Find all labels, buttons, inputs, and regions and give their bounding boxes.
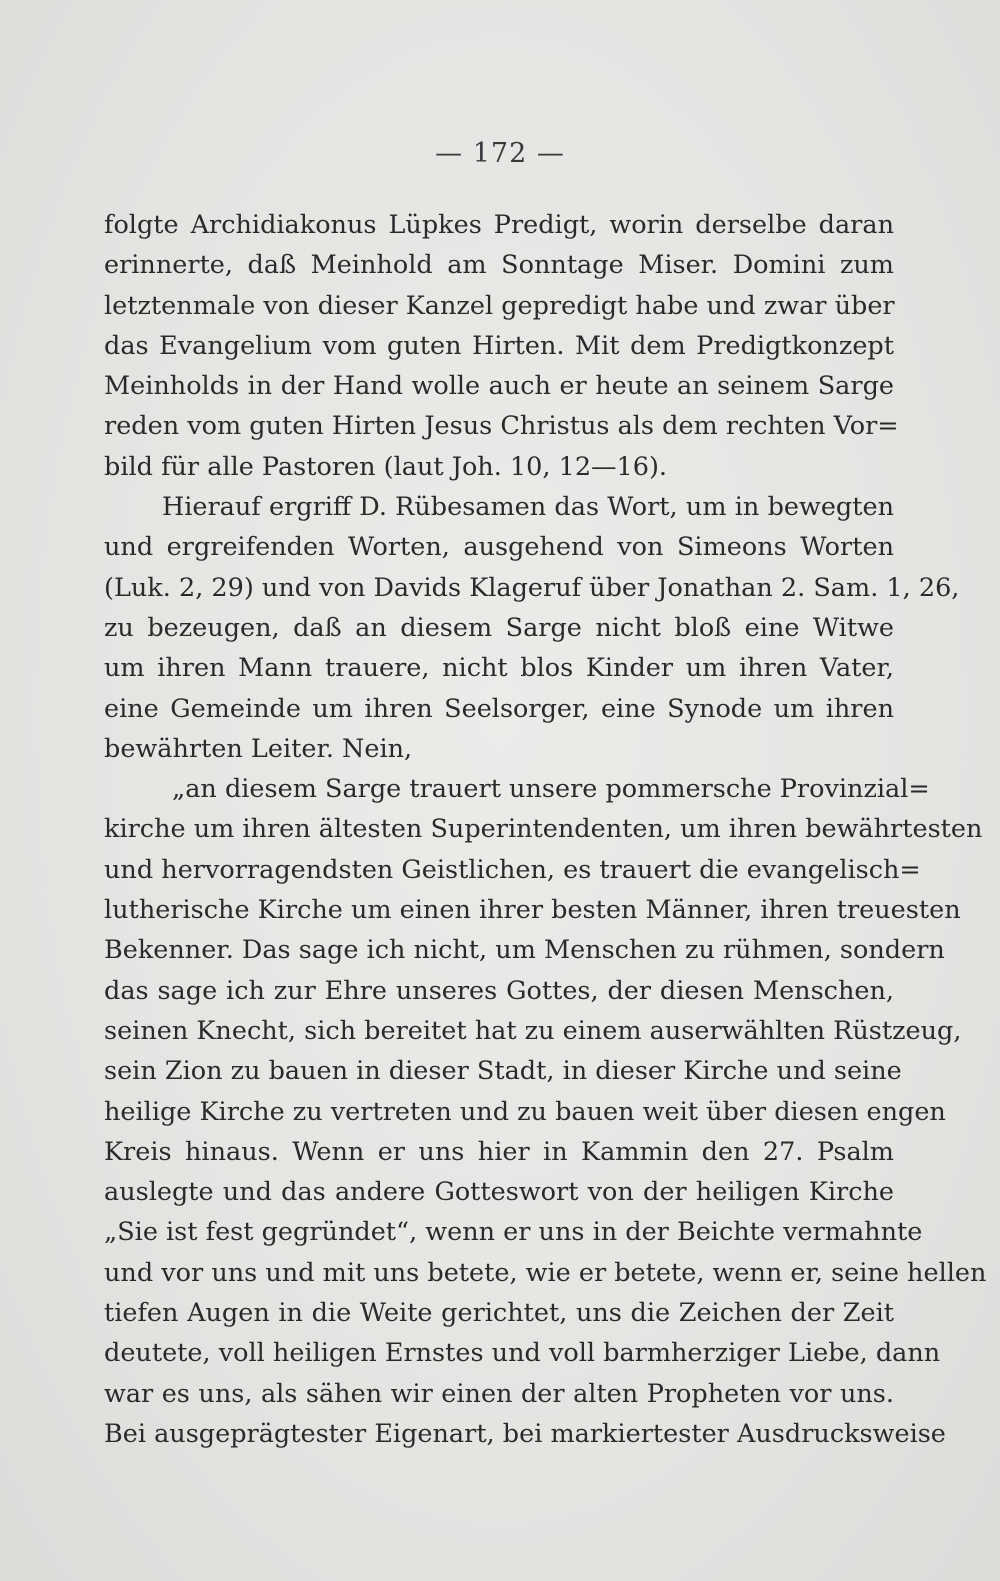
text-line: kirche um ihren ältesten Superintendenten, um ihren bewährtesten bbox=[104, 814, 983, 845]
body-text bbox=[104, 205, 987, 1454]
text-line: seinen Knecht, sich bereitet hat zu einem auserwählten Rüstzeug, bbox=[104, 1015, 962, 1046]
text-line: bild für alle Pastoren (laut Joh. 10, 12—16). bbox=[104, 451, 668, 482]
text-line: Kreis hinaus. Wenn er uns hier in Kammin den 27. Psalm bbox=[104, 1136, 894, 1167]
text-line: heilige Kirche zu vertreten und zu bauen weit über diesen engen bbox=[104, 1096, 946, 1127]
text-line: und vor uns und mit uns betete, wie er betete, wenn er, seine hellen bbox=[104, 1257, 987, 1288]
text-line: war es uns, als sähen wir einen der alten Propheten vor uns. bbox=[104, 1378, 894, 1409]
text-line: tiefen Augen in die Weite gerichtet, uns die Zeichen der Zeit bbox=[104, 1298, 894, 1329]
text-line: sein Zion zu bauen in dieser Stadt, in dieser Kirche und seine bbox=[104, 1056, 902, 1087]
text-line: „Sie ist fest gegründet“, wenn er uns in der Beichte vermahnte bbox=[104, 1217, 923, 1248]
text-line: „an diesem Sarge trauert unsere pommersche Provinzial= bbox=[172, 774, 930, 805]
text-line: bewährten Leiter. Nein, bbox=[104, 733, 413, 764]
text-line: (Luk. 2, 29) und von Davids Klageruf über Jonathan 2. Sam. 1, 26, bbox=[104, 572, 960, 603]
text-line: Bei ausgeprägtester Eigenart, bei markiertester Ausdrucksweise bbox=[104, 1418, 946, 1449]
page-number: — 172 — bbox=[435, 138, 565, 169]
text-line: folgte Archidiakonus Lüpkes Predigt, worin derselbe daran bbox=[104, 210, 894, 240]
text-line: lutherische Kirche um einen ihrer besten Männer, ihren treuesten bbox=[104, 895, 961, 926]
text-line: auslegte und das andere Gotteswort von der heiligen Kirche bbox=[104, 1177, 894, 1208]
text-line: das sage ich zur Ehre unseres Gottes, der diesen Menschen, bbox=[104, 975, 894, 1006]
text-line: deutete, voll heiligen Ernstes und voll barmherziger Liebe, dann bbox=[104, 1338, 941, 1369]
text-line: und hervorragendsten Geistlichen, es trauert die evangelisch= bbox=[104, 854, 921, 885]
text-line: das Evangelium vom guten Hirten. Mit dem Predigtkonzept bbox=[104, 330, 894, 361]
text-line: um ihren Mann trauere, nicht blos Kinder um ihren Vater, bbox=[104, 653, 894, 684]
text-line: letztenmale von dieser Kanzel gepredigt habe und zwar über bbox=[104, 290, 895, 321]
text-line: Meinholds in der Hand wolle auch er heute an seinem Sarge bbox=[104, 371, 894, 402]
text-line: eine Gemeinde um ihren Seelsorger, eine Synode um ihren bbox=[104, 693, 894, 724]
text-line: Bekenner. Das sage ich nicht, um Menschen zu rühmen, sondern bbox=[104, 935, 945, 966]
text-line: Hierauf ergriff D. Rübesamen das Wort, um in bewegten bbox=[162, 492, 894, 523]
text-line: erinnerte, daß Meinhold am Sonntage Miser. Domini zum bbox=[104, 250, 894, 281]
text-line: zu bezeugen, daß an diesem Sarge nicht bloß eine Witwe bbox=[104, 612, 894, 643]
text-line: und ergreifenden Worten, ausgehend von Simeons Worten bbox=[104, 532, 894, 563]
text-line: reden vom guten Hirten Jesus Christus als dem rechten Vor= bbox=[104, 411, 899, 442]
